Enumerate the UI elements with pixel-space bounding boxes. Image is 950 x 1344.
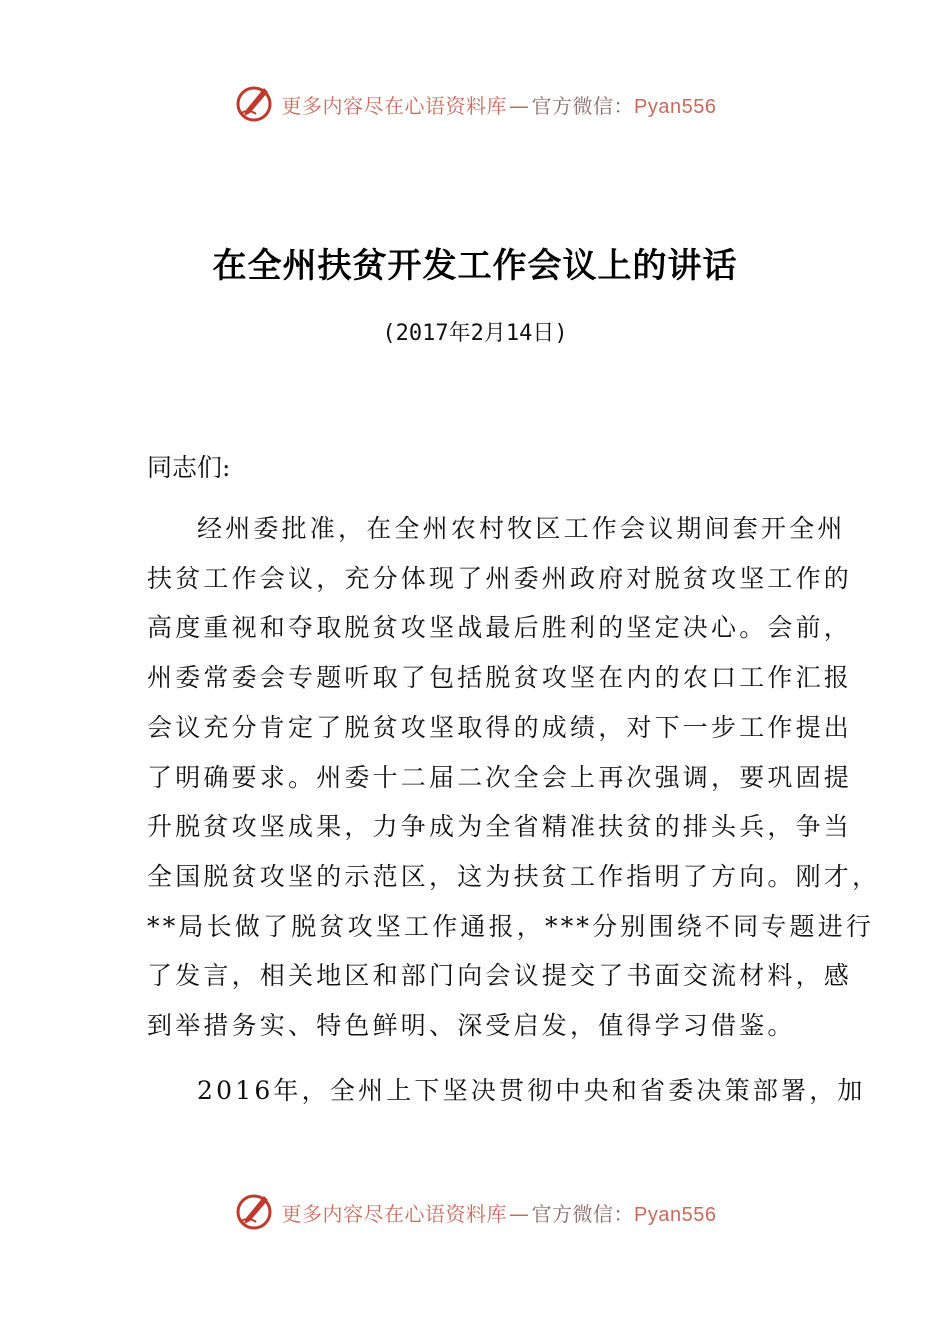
watermark-text: 更多内容尽在心语资料库 — 官方微信：Pyan556 <box>281 1201 717 1226</box>
paragraph-line: 了发言，相关地区和部门向会议提交了书面交流材料，感 <box>147 961 853 991</box>
paragraph-line: 到举措务实、特色鲜明、深受启发，值得学习借鉴。 <box>147 1011 796 1041</box>
paragraph-line: 经州委批准，在全州农村牧区工作会议期间套开全州 <box>197 514 846 543</box>
paragraph-1 <box>147 504 881 1051</box>
paragraph-line: 会议充分肯定了脱贫攻坚取得的成绩，对下一步工作提出 <box>147 712 853 742</box>
paragraph-2 <box>147 1066 866 1116</box>
quill-pen-logo-icon <box>234 84 274 124</box>
paragraph-line: 高度重视和夺取脱贫攻坚战最后胜利的坚定决心。会前， <box>147 613 853 643</box>
paragraph-line: 了明确要求。州委十二届二次全会上再次强调，要巩固提 <box>147 762 853 792</box>
paragraph-line: **局长做了脱贫攻坚工作通报，***分别围绕不同专题进行 <box>147 911 875 941</box>
paragraph-line: 升脱贫攻坚成果，力争成为全省精准扶贫的排头兵，争当 <box>147 812 853 842</box>
document-title: 在全州扶贫开发工作会议上的讲话 <box>212 246 738 286</box>
footer-watermark <box>0 1190 950 1234</box>
paragraph-line: 扶贫工作会议，充分体现了州委州政府对脱贫攻坚工作的 <box>147 563 853 593</box>
quill-pen-logo-icon <box>234 1192 274 1232</box>
paragraph-line: 州委常委会专题听取了包括脱贫攻坚在内的农口工作汇报 <box>147 663 853 693</box>
paragraph-line: 全国脱贫攻坚的示范区，这为扶贫工作指明了方向。刚才， <box>147 861 881 891</box>
salutation: 同志们: <box>147 453 231 482</box>
header-watermark <box>0 82 950 126</box>
document-date: (2017年2月14日) <box>382 321 568 346</box>
watermark-text: 更多内容尽在心语资料库 — 官方微信：Pyan556 <box>281 93 717 118</box>
paragraph-line: 2016年，全州上下坚决贯彻中央和省委决策部署，加 <box>197 1076 866 1105</box>
